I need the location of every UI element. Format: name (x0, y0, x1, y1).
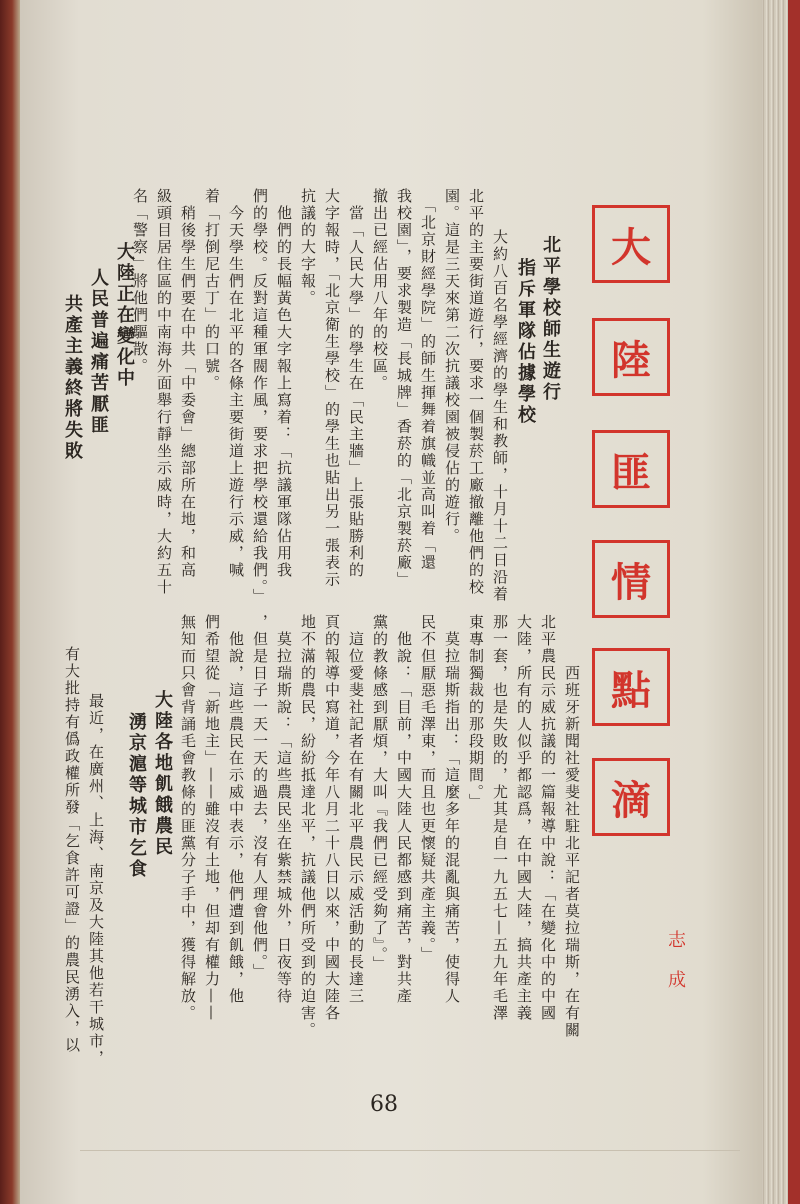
article-line: 撤出已經佔用八年的校區。 (371, 188, 389, 392)
article-line: 大約八百名學經濟的學生和教師，十月十二日沿着 (491, 212, 509, 603)
article-line: 稍後學生們要在中共「中委會」總部所在地，和高 (179, 188, 197, 579)
article-line: 我校園」，要求製造「長城牌」香菸的「北京製菸廠」 (395, 188, 413, 589)
article-line: 他說，這些農民在示威中表示，他們遭到飢餓，他 (227, 614, 245, 1005)
page-number: 68 (370, 1092, 398, 1117)
book-binding (0, 0, 20, 1204)
article-line: 東專制獨裁的那段期間。」 (467, 614, 485, 811)
red-book-edge (788, 0, 800, 1204)
title-char-box: 匪 (592, 430, 670, 508)
article-line: 他說：「目前，中國大陸人民都感到痛苦，對共產 (395, 614, 413, 1005)
article-line: 名「警察」將他們驅散。 (131, 188, 149, 375)
book-page (20, 0, 762, 1204)
article-line: 北平的主要街道遊行，要求一個製菸工廠撤離他們的校 (467, 188, 485, 596)
title-char-box: 大 (592, 205, 670, 283)
page-shadow-line (80, 1150, 740, 1151)
article-line: 着「打倒尼古丁」的口號。 (203, 188, 221, 392)
article-line: 頁的報導中寫道，今年八月二十八日以來，中國大陸各 (323, 614, 341, 1022)
article-line: 今天學生們在北平的各條主要街道上遊行示威，喊 (227, 188, 245, 579)
article-line: 當「人民大學」的學生在「民主牆」上張貼勝利的 (347, 188, 365, 579)
article-line: 們希望從「新地主」——雖沒有土地，但却有權力—— (203, 614, 221, 1022)
headline-line: 共產主義終將失敗 (62, 294, 83, 462)
article-line: 級頭目居住區的中南海外面舉行靜坐示威時，大約五十 (155, 188, 173, 596)
article-line: 這位愛斐社記者在有關北平農民示威活動的長達三 (347, 614, 365, 1005)
article-line: 西班牙新聞社愛斐社駐北平記者莫拉瑞斯，在有關 (563, 648, 581, 1039)
article-line: 那一套，也是失敗的，尤其是自一九五七—五九年毛澤 (491, 614, 509, 1022)
article-title: 湧京滬等城市乞食 (126, 712, 147, 880)
headline-line: 大陸正在變化中 (114, 242, 135, 389)
article-title: 指斥軍隊佔據學校 (515, 258, 536, 426)
article-line: 莫拉瑞斯指出：「這麼多年的混亂與痛苦，使得人 (443, 614, 461, 1005)
article-line: 無知而只會背誦毛會教條的匪黨分子手中，獲得解放。 (179, 614, 197, 1022)
author-byline: 志成 (665, 930, 686, 1010)
article-line: 莫拉瑞斯說：「這些農民坐在紫禁城外，日夜等待 (275, 614, 293, 1005)
article-line: 民不但厭惡毛澤東，而且也更懷疑共產主義。」 (419, 614, 437, 964)
article-line: 們的學校。反對這種軍閥作風，要求把學校還給我們。」 (251, 188, 269, 606)
article-line: 地不滿的農民，紛紛抵達北平，抗議他們所受到的迫害。 (299, 614, 317, 1039)
article-line: 大陸，所有的人似乎都認爲，在中國大陸，搞共產主義 (515, 614, 533, 1022)
article-line: 最近，在廣州、上海、南京及大陸其他若干城市， (87, 676, 105, 1067)
headline-line: 人民普遍痛苦厭匪 (88, 268, 109, 436)
article-line: 大字報時，「北京衛生學校」的學生也貼出另一張表示 (323, 188, 341, 589)
article-line: 他們的長幅黃色大字報上寫着：「抗議軍隊佔用我 (275, 188, 293, 579)
article-title: 大陸各地飢餓農民 (152, 690, 173, 858)
article-line: 北平農民示威抗議的一篇報導中說：「在變化中的中國 (539, 614, 557, 1022)
title-char-box: 情 (592, 540, 670, 618)
article-line: ，但是日子一天一天的過去，沒有人理會他們。」 (251, 614, 269, 981)
title-char-box: 點 (592, 648, 670, 726)
article-line: 「北京財經學院」的師生揮舞着旗幟並高叫着「還 (419, 188, 437, 572)
article-line: 黨的教條感到厭煩，大叫『我們已經受夠了』。」 (371, 614, 389, 973)
article-title: 北平學校師生遊行 (540, 235, 561, 403)
article-line: 有大批持有僞政權所發「乞食許可證」的農民湧入，以 (63, 646, 81, 1054)
title-char-box: 滴 (592, 758, 670, 836)
title-char-box: 陸 (592, 318, 670, 396)
article-line: 園。這是三天來第二次抗議校園被侵佔的遊行。 (443, 188, 461, 545)
article-line: 抗議的大字報。 (299, 188, 317, 307)
